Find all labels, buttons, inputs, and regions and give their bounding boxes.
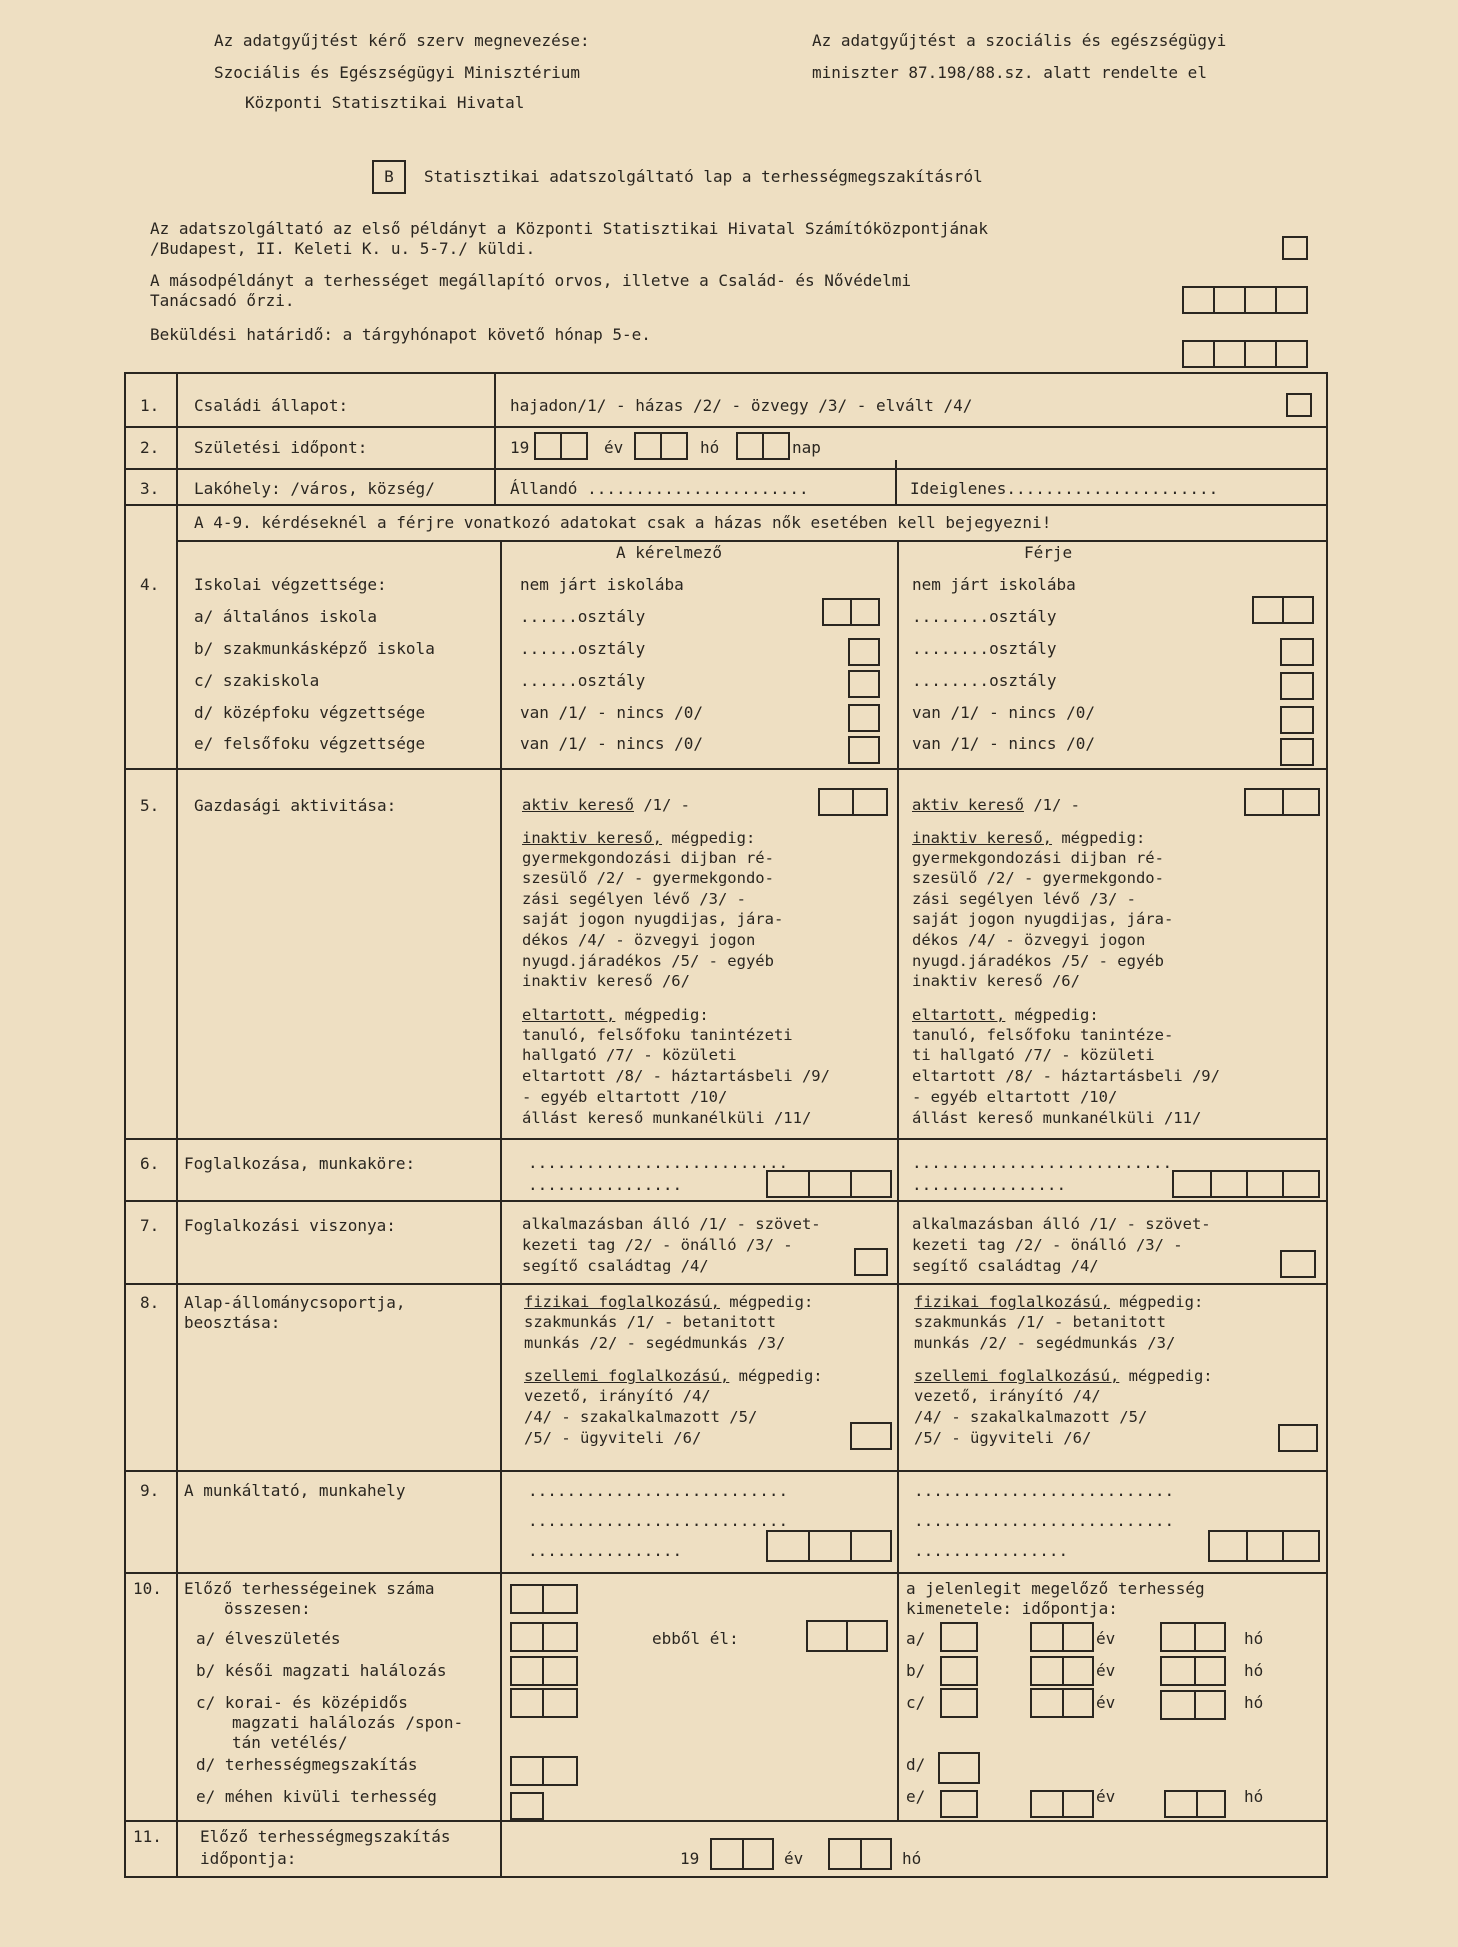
row-label: Foglalkozási viszonya:	[184, 1216, 396, 1235]
ectopic-label: e/ méhen kivüli terhesség	[196, 1787, 437, 1806]
inactive-line: gyermekgondozási dijban ré-	[912, 849, 1164, 867]
inactive-line: zási segélyen lévő /3/ -	[522, 890, 746, 908]
late-fetal-death-boxes[interactable]	[510, 1656, 578, 1686]
husband-occupation-field-2[interactable]: ................	[912, 1175, 1067, 1194]
husband-inactive-earner: inaktiv kereső, mégpedig:	[912, 829, 1146, 847]
outcome-b-month-boxes[interactable]	[1160, 1656, 1226, 1686]
month-label: hó	[1244, 1693, 1264, 1712]
row-number: 7.	[140, 1216, 160, 1235]
row-label-2: összesen:	[224, 1599, 311, 1618]
husband-employer-field-2[interactable]: ...........................	[914, 1511, 1175, 1530]
instruction-line-3: A másodpéldányt a terhességet megállapító orvos, illetve a Család- és Nővédelmi	[150, 271, 911, 290]
header-right-line-2: miniszter 87.198/88.sz. alatt rendelte el	[812, 63, 1207, 82]
husband-no-school: nem járt iskolába	[912, 575, 1076, 594]
applicant-column-header: A kérelmező	[616, 543, 722, 562]
row-number: 6.	[140, 1154, 160, 1173]
relation-line: kezeti tag /2/ - önálló /3/ -	[912, 1236, 1183, 1254]
inactive-line: dékos /4/ - özvegyi jogon	[522, 931, 756, 949]
prev-abortion-year-boxes[interactable]	[710, 1838, 774, 1870]
inactive-line: zási segélyen lévő /3/ -	[912, 890, 1136, 908]
outcome-e-month-boxes[interactable]	[1164, 1790, 1226, 1818]
applicant-relation-code-box[interactable]	[854, 1248, 888, 1276]
early-fetal-death-label-3: tán vetélés/	[232, 1733, 348, 1752]
birth-year-prefix: 19	[510, 438, 530, 457]
applicant-primary-grade: ......osztály	[520, 607, 646, 626]
row-label: Foglalkozása, munkaköre:	[184, 1154, 416, 1173]
husband-physical: fizikai foglalkozású, mégpedig:	[914, 1293, 1204, 1311]
inactive-line: saját jogon nyugdijas, jára-	[912, 910, 1174, 928]
prev-abortion-month-boxes[interactable]	[828, 1838, 892, 1870]
applicant-occupation-field[interactable]: ...........................	[528, 1153, 789, 1172]
row-label-2: beosztása:	[184, 1313, 281, 1332]
husband-vocational-code-box[interactable]	[1280, 638, 1314, 666]
applicant-employer-code-boxes[interactable]	[766, 1530, 892, 1562]
husband-data-note: A 4-9. kérdéseknél a férjre vonatkozó adatokat csak a házas nők esetében kell bejegyezni!	[194, 513, 1052, 532]
total-pregnancies-boxes[interactable]	[510, 1584, 578, 1614]
applicant-employer-field-3[interactable]: ................	[528, 1541, 683, 1560]
husband-active-earner: aktiv kereső /1/ -	[912, 796, 1080, 814]
husband-vocational-grade: ........osztály	[912, 639, 1057, 658]
applicant-employer-field-2[interactable]: ...........................	[528, 1511, 789, 1530]
outcome-a-month-boxes[interactable]	[1160, 1622, 1226, 1652]
applicant-technical-grade: ......osztály	[520, 671, 646, 690]
month-label: hó	[1244, 1629, 1264, 1648]
mental-line: /4/ - szakalkalmazott /5/	[524, 1408, 758, 1426]
education-sub-c: c/ szakiskola	[194, 671, 320, 690]
month-label: hó	[902, 1849, 922, 1868]
outcome-e-label: e/	[906, 1787, 926, 1806]
birth-day-boxes[interactable]	[736, 432, 790, 460]
header-code-boxes-2[interactable]	[1182, 340, 1308, 368]
applicant-active-earner: aktiv kereső /1/ -	[522, 796, 690, 814]
header-right-line-1: Az adatgyűjtést a szociális és egészségügyi	[812, 31, 1227, 50]
early-fetal-death-label-2: magzati halálozás /spon-	[232, 1713, 464, 1732]
header-left-line-1: Az adatgyűjtést kérő szerv megnevezése:	[214, 31, 590, 50]
row-number: 9.	[140, 1481, 160, 1500]
physical-line: szakmunkás /1/ - betanitott	[524, 1313, 776, 1331]
relation-line: alkalmazásban álló /1/ - szövet-	[522, 1215, 821, 1233]
inactive-line: nyugd.járadékos /5/ - egyéb	[912, 952, 1164, 970]
husband-employer-code-boxes[interactable]	[1208, 1530, 1320, 1562]
early-fetal-death-boxes[interactable]	[510, 1688, 578, 1718]
husband-occupation-code-boxes[interactable]	[1172, 1170, 1320, 1198]
physical-line: munkás /2/ - segédmunkás /3/	[914, 1334, 1176, 1352]
outcome-c-label: c/	[906, 1693, 926, 1712]
mental-line: vezető, irányító /4/	[524, 1387, 711, 1405]
husband-dependent: eltartott, mégpedig:	[912, 1006, 1099, 1024]
mental-line: /5/ - ügyviteli /6/	[914, 1429, 1092, 1447]
row-label: A munkáltató, munkahely	[184, 1481, 406, 1500]
husband-higher-code-box[interactable]	[1280, 738, 1314, 766]
physical-line: munkás /2/ - segédmunkás /3/	[524, 1334, 786, 1352]
education-sub-b: b/ szakmunkásképző iskola	[194, 639, 435, 658]
husband-employer-field[interactable]: ...........................	[914, 1481, 1175, 1500]
dependent-line: - egyéb eltartott /10/	[912, 1088, 1118, 1106]
day-label: nap	[792, 438, 821, 457]
inactive-line: nyugd.járadékos /5/ - egyéb	[522, 952, 774, 970]
living-children-boxes[interactable]	[806, 1620, 888, 1652]
row-label: Családi állapot:	[194, 396, 349, 415]
education-sub-d: d/ középfoku végzettsége	[194, 703, 426, 722]
abortion-label: d/ terhességmegszakítás	[196, 1755, 418, 1774]
marital-status-options: hajadon/1/ - házas /2/ - özvegy /3/ - elvált /4/	[510, 396, 973, 415]
applicant-higher-code-box[interactable]	[848, 736, 880, 764]
husband-technical-grade: ........osztály	[912, 671, 1057, 690]
husband-primary-code-boxes[interactable]	[1252, 596, 1314, 624]
dependent-line: tanuló, felsőfoku tanintéze-	[912, 1026, 1174, 1044]
applicant-secondary-yesno: van /1/ - nincs /0/	[520, 703, 704, 722]
of-which-living-label: ebből él:	[652, 1629, 739, 1648]
row-label-2: időpontja:	[200, 1849, 297, 1868]
early-fetal-death-label: c/ korai- és középidős	[196, 1693, 408, 1712]
husband-activity-code-boxes[interactable]	[1244, 788, 1320, 816]
inactive-line: szesülő /2/ - gyermekgondo-	[522, 869, 774, 887]
husband-column-header: Férje	[1024, 543, 1073, 562]
relation-line: kezeti tag /2/ - önálló /3/ -	[522, 1236, 793, 1254]
instruction-line-4: Tanácsadó őrzi.	[150, 291, 295, 310]
dependent-line: - egyéb eltartott /10/	[522, 1088, 728, 1106]
month-label: hó	[700, 438, 720, 457]
applicant-primary-code-boxes[interactable]	[822, 598, 880, 626]
header-code-box[interactable]	[1282, 236, 1308, 260]
mental-line: /4/ - szakalkalmazott /5/	[914, 1408, 1148, 1426]
row-number: 8.	[140, 1293, 160, 1312]
row-number: 3.	[140, 479, 160, 498]
applicant-employer-field[interactable]: ...........................	[528, 1481, 789, 1500]
year-label: év	[1096, 1787, 1116, 1806]
late-fetal-death-label: b/ késői magzati halálozás	[196, 1661, 447, 1680]
outcome-e-year-boxes[interactable]	[1030, 1790, 1094, 1818]
husband-staff-code-box[interactable]	[1278, 1424, 1318, 1452]
applicant-dependent: eltartott, mégpedig:	[522, 1006, 709, 1024]
husband-mental: szellemi foglalkozású, mégpedig:	[914, 1367, 1213, 1385]
abortion-boxes[interactable]	[510, 1756, 578, 1786]
relation-line: segítő családtag /4/	[522, 1257, 709, 1275]
inactive-line: szesülő /2/ - gyermekgondo-	[912, 869, 1164, 887]
husband-secondary-yesno: van /1/ - nincs /0/	[912, 703, 1096, 722]
relation-line: segítő családtag /4/	[912, 1257, 1099, 1275]
live-births-boxes[interactable]	[510, 1622, 578, 1652]
dependent-line: eltartott /8/ - háztartásbeli /9/	[912, 1067, 1220, 1085]
applicant-occupation-field-2[interactable]: ................	[528, 1175, 683, 1194]
outcome-e-box[interactable]	[940, 1790, 978, 1818]
outcome-c-box[interactable]	[940, 1688, 978, 1718]
year-label: év	[1096, 1661, 1116, 1680]
outcome-d-label: d/	[906, 1755, 926, 1774]
dependent-line: hallgató /7/ - közületi	[522, 1046, 737, 1064]
outcome-a-year-boxes[interactable]	[1030, 1622, 1094, 1652]
year-label: év	[784, 1849, 804, 1868]
birth-month-boxes[interactable]	[634, 432, 688, 460]
outcome-b-year-boxes[interactable]	[1030, 1656, 1094, 1686]
previous-outcome-title: a jelenlegit megelőző terhesség	[906, 1579, 1205, 1598]
marital-status-code-box[interactable]	[1286, 393, 1312, 417]
dependent-line: ti hallgató /7/ - közületi	[912, 1046, 1155, 1064]
row-number: 4.	[140, 575, 160, 594]
previous-outcome-subtitle: kimenetele: időpontja:	[906, 1599, 1118, 1618]
row-number: 1.	[140, 396, 160, 415]
dependent-line: állást kereső munkanélküli /11/	[912, 1109, 1202, 1127]
inactive-line: gyermekgondozási dijban ré-	[522, 849, 774, 867]
form-code-badge: B	[372, 160, 406, 194]
ectopic-box[interactable]	[510, 1792, 544, 1820]
row-label: Alap-állománycsoportja,	[184, 1293, 406, 1312]
outcome-a-label: a/	[906, 1629, 926, 1648]
row-number: 11.	[133, 1827, 162, 1846]
outcome-c-year-boxes[interactable]	[1030, 1688, 1094, 1718]
inactive-line: dékos /4/ - özvegyi jogon	[912, 931, 1146, 949]
row-label: Gazdasági aktivitása:	[194, 796, 397, 815]
education-sub-a: a/ általános iskola	[194, 607, 378, 626]
applicant-occupation-code-boxes[interactable]	[766, 1170, 892, 1198]
applicant-secondary-code-box[interactable]	[848, 704, 880, 732]
husband-higher-yesno: van /1/ - nincs /0/	[912, 734, 1096, 753]
applicant-staff-code-box[interactable]	[850, 1422, 892, 1450]
header-left-line-2: Szociális és Egészségügyi Minisztérium	[214, 63, 581, 82]
month-label: hó	[1244, 1661, 1264, 1680]
physical-line: szakmunkás /1/ - betanitott	[914, 1313, 1166, 1331]
instruction-line-2: /Budapest, II. Keleti K. u. 5-7./ küldi.	[150, 239, 536, 258]
dependent-line: állást kereső munkanélküli /11/	[522, 1109, 812, 1127]
year-label: év	[1096, 1693, 1116, 1712]
applicant-activity-code-boxes[interactable]	[818, 788, 888, 816]
applicant-physical: fizikai foglalkozású, mégpedig:	[524, 1293, 814, 1311]
outcome-b-box[interactable]	[940, 1656, 978, 1686]
row-label: Iskolai végzettsége:	[194, 575, 387, 594]
year-label: év	[1096, 1629, 1116, 1648]
permanent-residence-field[interactable]: Állandó .......................	[510, 479, 809, 498]
inactive-line: inaktiv kereső /6/	[522, 972, 690, 990]
mental-line: vezető, irányító /4/	[914, 1387, 1101, 1405]
year-label: év	[604, 438, 624, 457]
row-number: 5.	[140, 796, 160, 815]
applicant-technical-code-box[interactable]	[848, 670, 880, 698]
row-number: 10.	[133, 1579, 162, 1598]
row-label: Előző terhességmegszakítás	[200, 1827, 451, 1846]
row-number: 2.	[140, 438, 160, 457]
inactive-line: inaktiv kereső /6/	[912, 972, 1080, 990]
husband-technical-code-box[interactable]	[1280, 672, 1314, 700]
live-births-label: a/ élveszületés	[196, 1629, 341, 1648]
row-label: Előző terhességeinek száma	[184, 1579, 435, 1598]
applicant-vocational-code-box[interactable]	[848, 638, 880, 666]
header-code-boxes-1[interactable]	[1182, 286, 1308, 314]
form-title: Statisztikai adatszolgáltató lap a terhességmegszakításról	[424, 167, 983, 186]
applicant-vocational-grade: ......osztály	[520, 639, 646, 658]
mental-line: /5/ - ügyviteli /6/	[524, 1429, 702, 1447]
husband-relation-code-box[interactable]	[1280, 1250, 1316, 1278]
applicant-mental: szellemi foglalkozású, mégpedig:	[524, 1367, 823, 1385]
outcome-a-box[interactable]	[940, 1622, 978, 1652]
instruction-line-5: Beküldési határidő: a tárgyhónapot követő hónap 5-e.	[150, 325, 651, 344]
month-label: hó	[1244, 1787, 1264, 1806]
applicant-inactive-earner: inaktiv kereső, mégpedig:	[522, 829, 756, 847]
inactive-line: saját jogon nyugdijas, jára-	[522, 910, 784, 928]
row-label: Születési időpont:	[194, 438, 368, 457]
row-label: Lakóhely: /város, község/	[194, 479, 435, 498]
birth-year-boxes[interactable]	[534, 432, 588, 460]
relation-line: alkalmazásban álló /1/ - szövet-	[912, 1215, 1211, 1233]
husband-employer-field-3[interactable]: ................	[914, 1541, 1069, 1560]
outcome-c-month-boxes[interactable]	[1160, 1690, 1226, 1720]
husband-primary-grade: ........osztály	[912, 607, 1057, 626]
husband-occupation-field[interactable]: ...........................	[912, 1153, 1173, 1172]
temporary-residence-field[interactable]: Ideiglenes......................	[910, 479, 1219, 498]
instruction-line-1: Az adatszolgáltató az első példányt a Központi Statisztikai Hivatal Számítóközpontjának	[150, 219, 989, 238]
applicant-no-school: nem járt iskolába	[520, 575, 684, 594]
education-sub-e: e/ felsőfoku végzettsége	[194, 734, 426, 753]
outcome-d-box[interactable]	[938, 1752, 980, 1784]
year-prefix: 19	[680, 1849, 700, 1868]
outcome-b-label: b/	[906, 1661, 926, 1680]
husband-secondary-code-box[interactable]	[1280, 706, 1314, 734]
header-left-line-3: Központi Statisztikai Hivatal	[245, 93, 525, 112]
dependent-line: eltartott /8/ - háztartásbeli /9/	[522, 1067, 830, 1085]
dependent-line: tanuló, felsőfoku tanintézeti	[522, 1026, 793, 1044]
applicant-higher-yesno: van /1/ - nincs /0/	[520, 734, 704, 753]
